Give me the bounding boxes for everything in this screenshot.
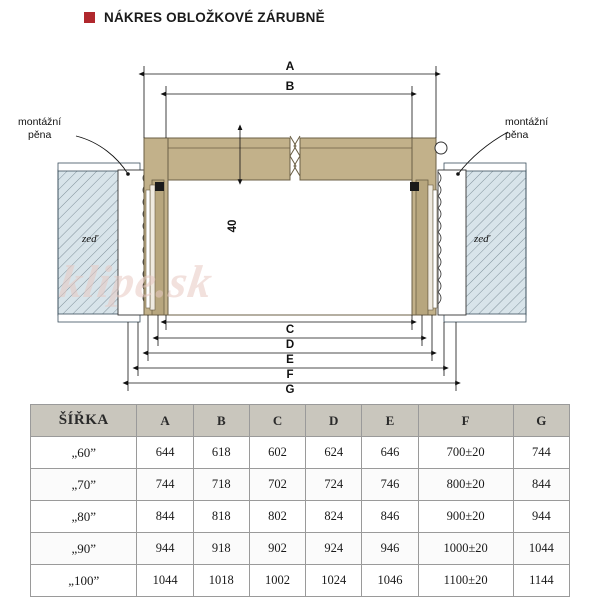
title-bullet-icon xyxy=(84,12,95,23)
table-cell: 744 xyxy=(513,437,569,469)
table-cell: „90” xyxy=(31,533,137,565)
table-cell: 618 xyxy=(193,437,249,469)
table-cell: 700±20 xyxy=(418,437,513,469)
table-cell: 1046 xyxy=(362,565,418,597)
door-panel-top xyxy=(166,136,412,180)
table-row xyxy=(31,437,570,469)
table-header-cell: ŠÍŘKA xyxy=(31,405,137,437)
table-header-cell: B xyxy=(193,405,249,437)
dimensions-table-wrapper xyxy=(30,404,570,597)
table-cell: 702 xyxy=(249,469,305,501)
technical-drawing xyxy=(0,30,600,395)
table-header-row xyxy=(31,405,570,437)
table-cell: 946 xyxy=(362,533,418,565)
table-row xyxy=(31,469,570,501)
dimension-label-40: 40 xyxy=(227,219,239,233)
table-cell: 924 xyxy=(306,533,362,565)
table-cell: 918 xyxy=(193,533,249,565)
table-cell: 718 xyxy=(193,469,249,501)
table-header-cell: G xyxy=(513,405,569,437)
table-cell: 944 xyxy=(513,501,569,533)
dimension-B xyxy=(166,86,412,138)
table-cell: 1044 xyxy=(137,565,193,597)
frame-jamb-left xyxy=(144,138,168,315)
table-header-cell: C xyxy=(249,405,305,437)
table-cell: 846 xyxy=(362,501,418,533)
table-row xyxy=(31,501,570,533)
table-cell: 902 xyxy=(249,533,305,565)
table-cell: 1100±20 xyxy=(418,565,513,597)
table-cell: 1044 xyxy=(513,533,569,565)
table-cell: 800±20 xyxy=(418,469,513,501)
page-title xyxy=(84,10,325,25)
table-cell: 1000±20 xyxy=(418,533,513,565)
table-cell: 944 xyxy=(137,533,193,565)
foam-label-left-line2: pěna xyxy=(28,129,52,141)
dimension-label-G: G xyxy=(285,384,295,395)
table-cell: 818 xyxy=(193,501,249,533)
table-cell: 844 xyxy=(137,501,193,533)
table-cell: 802 xyxy=(249,501,305,533)
dimension-A xyxy=(144,66,436,138)
table-cell: 746 xyxy=(362,469,418,501)
table-cell: 824 xyxy=(306,501,362,533)
svg-text:zeď: zeď xyxy=(474,233,490,245)
table-cell: 844 xyxy=(513,469,569,501)
table-cell: 1018 xyxy=(193,565,249,597)
table-cell: 624 xyxy=(306,437,362,469)
dimension-label-D: D xyxy=(285,339,295,351)
table-cell: „80” xyxy=(31,501,137,533)
table-cell: 1144 xyxy=(513,565,569,597)
watermark: klipe.sk xyxy=(56,256,216,307)
table-cell: 1002 xyxy=(249,565,305,597)
dimension-label-E: E xyxy=(286,354,294,366)
svg-text:zeď: zeď xyxy=(82,233,98,245)
table-header-cell: F xyxy=(418,405,513,437)
table-header-cell: D xyxy=(306,405,362,437)
table-cell: „60” xyxy=(31,437,137,469)
table-header-cell: A xyxy=(137,405,193,437)
table-header-cell: E xyxy=(362,405,418,437)
table-cell: 900±20 xyxy=(418,501,513,533)
assembly-foam-right xyxy=(438,170,466,315)
table-cell: 644 xyxy=(137,437,193,469)
table-row xyxy=(31,565,570,597)
table-cell: „70” xyxy=(31,469,137,501)
foam-label-right-line1: montážní xyxy=(505,116,549,128)
page-title-text: NÁKRES OBLOŽKOVÉ ZÁRUBNĚ xyxy=(104,10,325,25)
dimension-label-F: F xyxy=(286,369,294,381)
table-row xyxy=(31,533,570,565)
assembly-foam-left xyxy=(118,170,146,315)
table-cell: 1024 xyxy=(306,565,362,597)
dimension-label-C: C xyxy=(285,324,295,336)
table-cell: 646 xyxy=(362,437,418,469)
table-cell: „100” xyxy=(31,565,137,597)
table-cell: 744 xyxy=(137,469,193,501)
table-cell: 724 xyxy=(306,469,362,501)
dimension-label-A: A xyxy=(285,59,295,73)
table-cell: 602 xyxy=(249,437,305,469)
foam-label-left-line1: montážní xyxy=(18,116,62,128)
dimension-label-B: B xyxy=(285,79,295,93)
dimensions-table xyxy=(30,404,570,597)
foam-label-right-line2: pěna xyxy=(505,129,529,141)
